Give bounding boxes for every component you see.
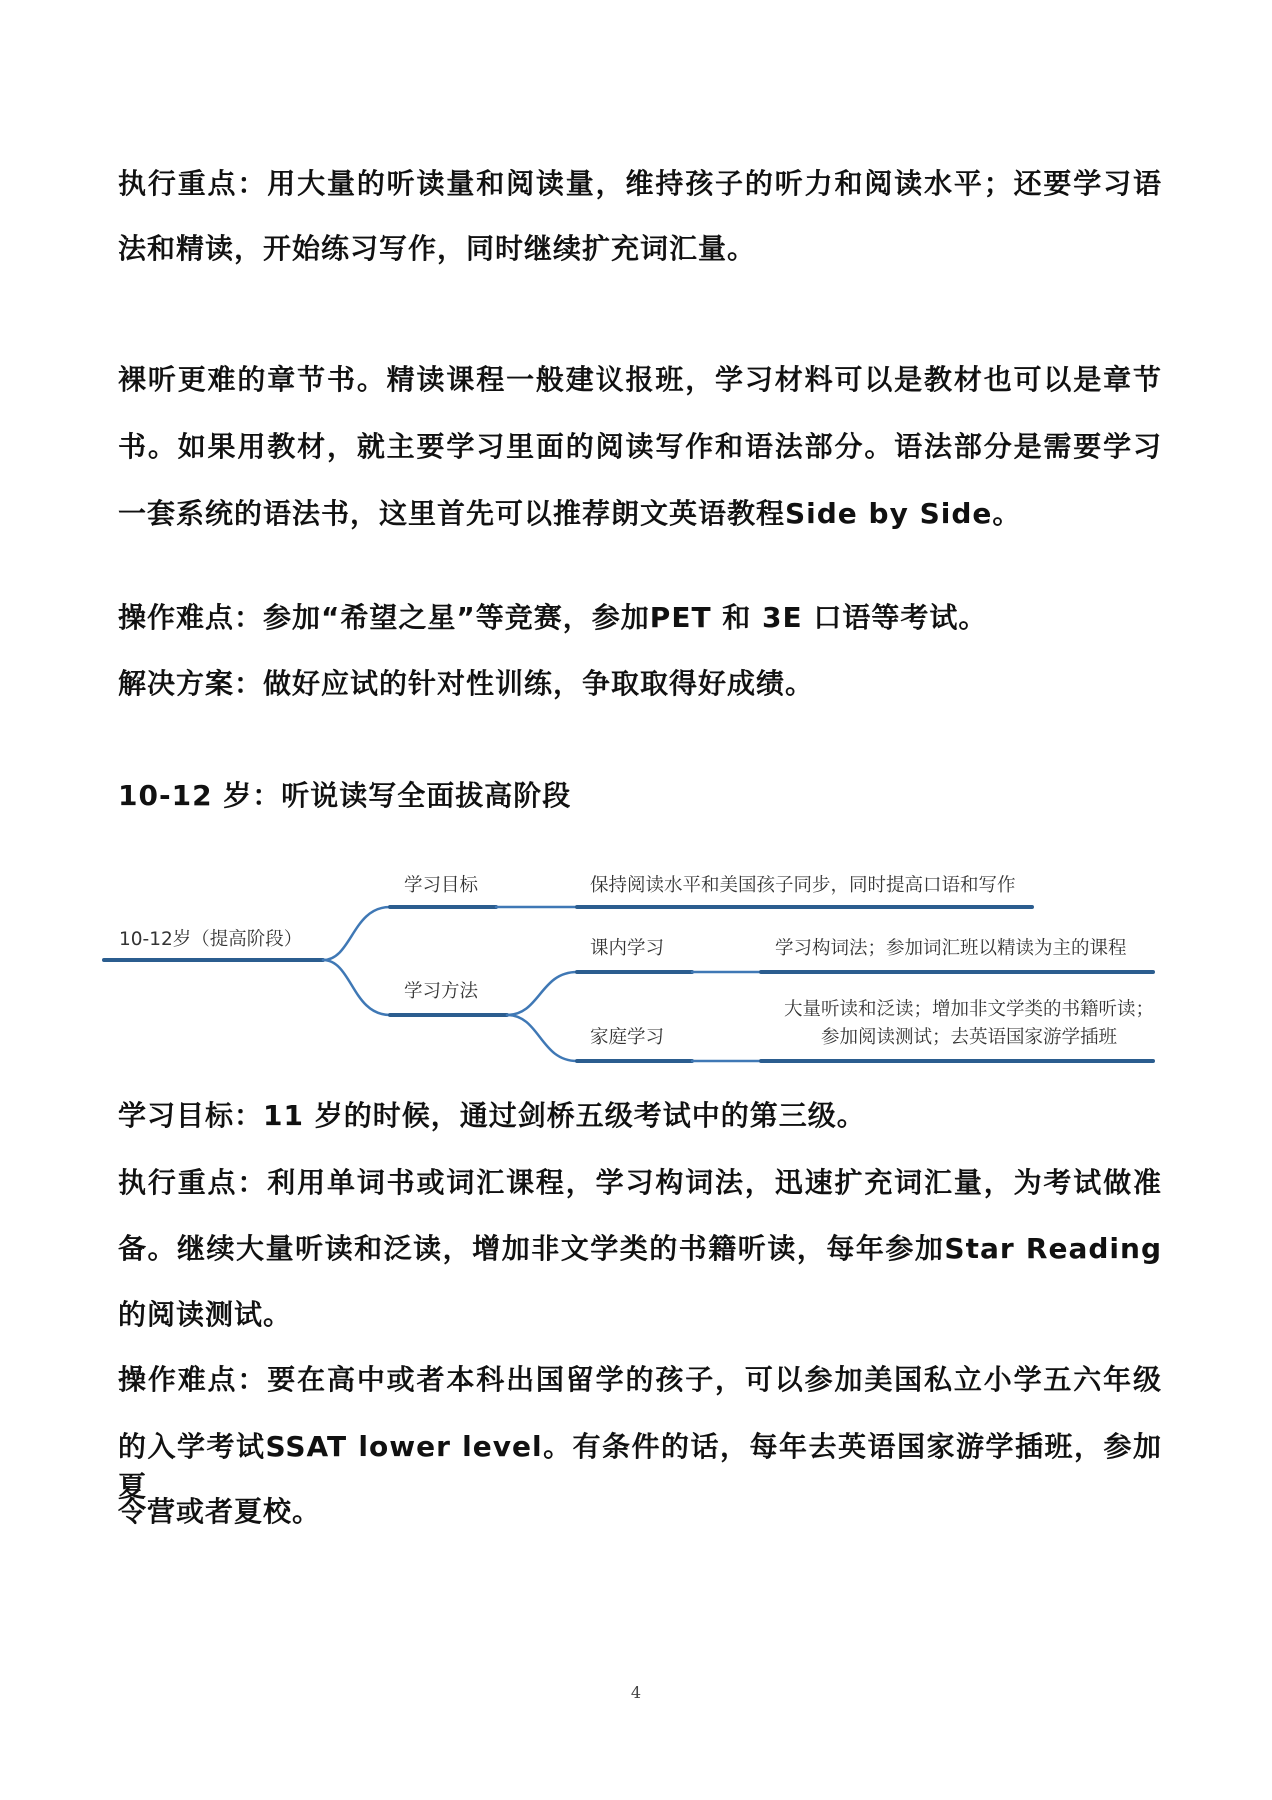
root-to-goal-connector (323, 907, 390, 960)
focus-b-line-2: 备。继续大量听读和泛读，增加非文学类的书籍听读，每年参加Star Reading (118, 1232, 1162, 1265)
method-node: 学习方法 (404, 981, 479, 1002)
practice-line-1: 裸听更难的章节书。精读课程一般建议报班，学习材料可以是教材也可以是章节 (118, 363, 1162, 396)
root-to-method-connector (323, 960, 390, 1015)
focus-b-line-3: 的阅读测试。 (118, 1298, 293, 1331)
home-node: 家庭学习 (590, 1027, 665, 1048)
practice-line-3: 一套系统的语法书，这里首先可以推荐朗文英语教程Side by Side。 (118, 497, 1022, 530)
goal-line: 学习目标：11 岁的时候，通过剑桥五级考试中的第三级。 (118, 1099, 866, 1132)
goal-leaf: 保持阅读水平和美国孩子同步，同时提高口语和写作 (590, 875, 1016, 896)
classroom-node: 课内学习 (590, 938, 665, 959)
focus-b-line-1: 执行重点：利用单词书或词汇课程，学习构词法，迅速扩充词汇量，为考试做准 (118, 1166, 1162, 1199)
difficulty-b-line-1: 操作难点：要在高中或者本科出国留学的孩子，可以参加美国私立小学五六年级 (118, 1363, 1162, 1396)
difficulty-line: 操作难点：参加“希望之星”等竞赛，参加PET 和 3E 口语等考试。 (118, 601, 988, 634)
focus-line-1: 执行重点：用大量的听读量和阅读量，维持孩子的听力和阅读水平；还要学习语 (118, 167, 1162, 200)
stage-heading: 10-12 岁：听说读写全面拔高阶段 (118, 779, 572, 812)
difficulty-b-line-3: 令营或者夏校。 (118, 1495, 322, 1528)
focus-line-2: 法和精读，开始练习写作，同时继续扩充词汇量。 (118, 232, 757, 265)
home-leaf-line-1: 大量听读和泛读；增加非文学类的书籍听读； (783, 999, 1154, 1020)
home-leaf-line-2: 参加阅读测试；去英语国家游学插班 (820, 1027, 1117, 1048)
method-to-home-connector (507, 1015, 577, 1061)
page-number: 4 (630, 1683, 642, 1702)
method-to-classroom-connector (507, 972, 577, 1015)
classroom-leaf: 学习构词法；参加词汇班以精读为主的课程 (775, 938, 1127, 959)
difficulty-b-line-2: 的入学考试SSAT lower level。有条件的话，每年去英语国家游学插班，参加夏 (118, 1430, 1162, 1503)
practice-line-2: 书。如果用教材，就主要学习里面的阅读写作和语法部分。语法部分是需要学习 (118, 430, 1162, 463)
solution-line: 解决方案：做好应试的针对性训练，争取取得好成绩。 (118, 667, 815, 700)
goal-node: 学习目标 (404, 875, 479, 896)
mind-map-root: 10-12岁（提高阶段） (119, 929, 303, 950)
